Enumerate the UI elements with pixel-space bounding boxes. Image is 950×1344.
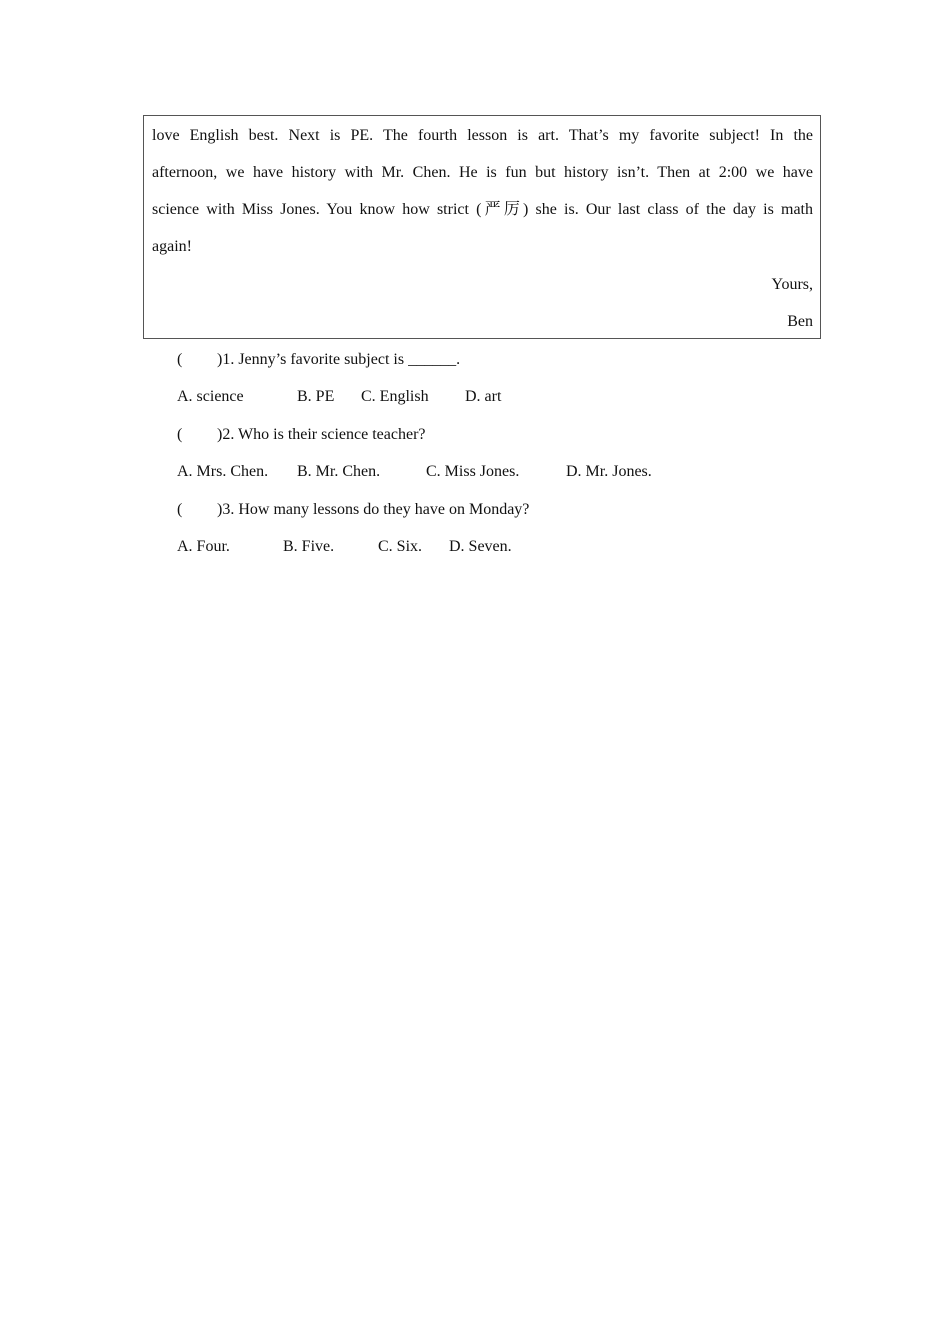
question-1-text: )1. Jenny’s favorite subject is ______. [217,351,461,368]
q1-option-a[interactable]: A. science [177,388,244,405]
letter-signature: Ben [787,313,813,330]
q2-option-b[interactable]: B. Mr. Chen. [297,463,381,480]
q2-option-a[interactable]: A. Mrs. Chen. [177,463,269,480]
answer-blank-2[interactable]: ( [177,426,183,443]
q3-option-c[interactable]: C. Six. [378,538,423,555]
q2-option-c[interactable]: C. Miss Jones. [426,463,520,480]
letter-line-2: afternoon, we have history with Mr. Chen. He is fun but history isn’t. Then at 2:00 we have [152,164,813,181]
answer-blank-1[interactable]: ( [177,351,183,368]
q1-option-c[interactable]: C. English [361,388,429,405]
question-2 [177,416,426,453]
letter-line-3: science with Miss Jones. You know how strict (严厉) she is. Our last class of the day is math [152,201,813,218]
q3-option-a[interactable]: A. Four. [177,538,230,555]
question-1 [177,341,460,378]
q2-option-d[interactable]: D. Mr. Jones. [566,463,652,480]
q1-option-d[interactable]: D. art [465,388,502,405]
answer-blank-3[interactable]: ( [177,501,183,518]
letter-closing: Yours, [771,276,813,293]
letter-line-4: again! [152,238,192,255]
question-3-text: )3. How many lessons do they have on Monday? [217,501,530,518]
question-2-text: )2. Who is their science teacher? [217,426,426,443]
q3-option-b[interactable]: B. Five. [283,538,335,555]
letter-box [143,115,821,339]
q3-option-d[interactable]: D. Seven. [449,538,512,555]
q1-option-b[interactable]: B. PE [297,388,335,405]
letter-line-1: love English best. Next is PE. The fourth lesson is art. That’s my favorite subject! In the [152,127,813,144]
question-3 [177,491,529,528]
